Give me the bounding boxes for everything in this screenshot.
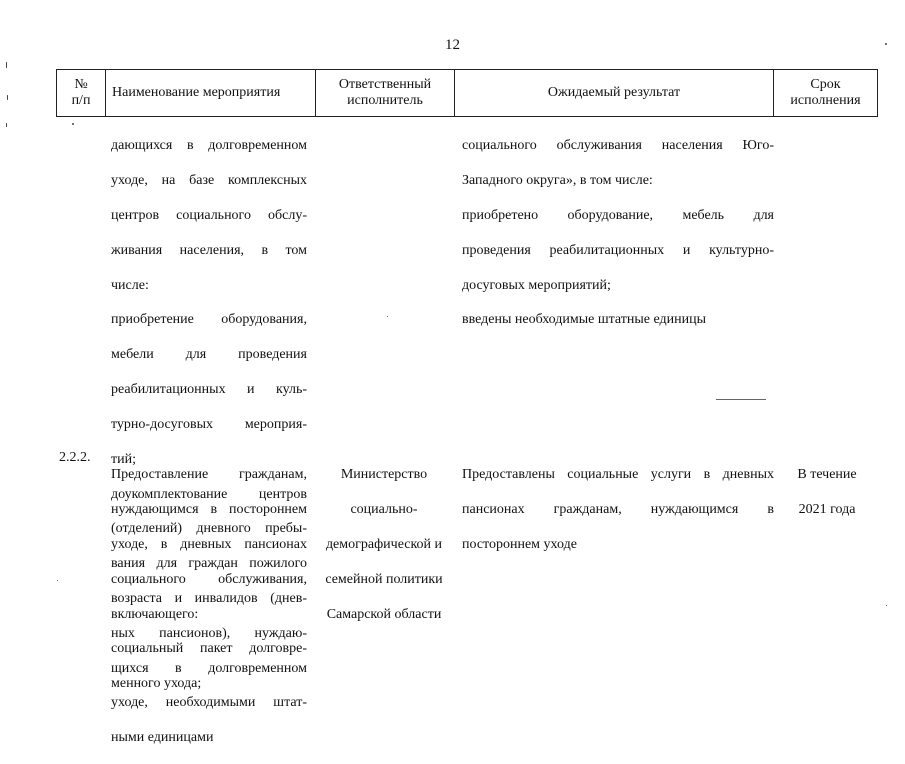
scan-speck xyxy=(72,123,74,125)
text-line: центров социального обслу- xyxy=(111,208,307,224)
text-line: уходе, необходимыми штат- xyxy=(111,695,307,711)
text-line: мебели для проведения xyxy=(111,347,307,363)
row-222-term-cell xyxy=(779,449,875,536)
row-222-responsible-cell xyxy=(316,449,452,640)
text-line: введены необходимые штатные единицы xyxy=(462,312,707,328)
text-line: уходе, в дневных пансионах xyxy=(111,537,307,553)
text-line: В течение xyxy=(797,467,857,483)
text-line: социального обслуживания, xyxy=(111,571,307,587)
text-line: возраста и инвалидов (днев- xyxy=(111,590,307,606)
text-line: пансионах гражданам, нуждающимся в xyxy=(462,502,774,518)
text-line: социального обслуживания населения Юго- xyxy=(462,138,774,154)
text-line: социальный пакет долговре- xyxy=(111,641,307,657)
text-line: Самарской области xyxy=(326,606,442,622)
text-line: щихся в долговременном xyxy=(111,660,307,676)
header-responsible: Ответственный исполнитель xyxy=(316,70,455,116)
row-222-name-cell xyxy=(111,449,307,710)
short-rule xyxy=(716,399,766,400)
text-line: проведения реабилитационных и культурно- xyxy=(462,242,774,258)
continued-result-cell xyxy=(462,120,774,346)
text-line: (отделений) дневного пребы- xyxy=(111,521,307,537)
text-line: Западного округа», в том числе: xyxy=(462,173,653,189)
text-line: 2021 года xyxy=(798,502,856,518)
row-number: 2.2.2. xyxy=(59,450,91,465)
text-line: вания для граждан пожилого xyxy=(111,556,307,572)
text-line: Предоставление гражданам, xyxy=(111,467,307,483)
text-line: турно-досуговых мероприя- xyxy=(111,416,307,432)
text-line: приобретение оборудования, xyxy=(111,312,307,328)
scan-speck xyxy=(7,95,8,100)
scan-speck xyxy=(57,580,58,581)
text-line: Министерство xyxy=(340,467,428,483)
text-line: включающего: xyxy=(111,606,199,622)
text-line: семейной политики xyxy=(325,571,443,587)
row-222-result-cell xyxy=(462,449,774,571)
text-line: доукомплектование центров xyxy=(111,486,307,502)
text-line: числе: xyxy=(111,277,149,293)
table-header xyxy=(56,69,878,117)
scan-speck xyxy=(6,123,7,127)
scan-speck xyxy=(885,43,887,45)
text-line: Предоставлены социальные услуги в дневных xyxy=(462,467,774,483)
text-line: досуговых мероприятий; xyxy=(462,277,611,293)
scan-speck xyxy=(387,316,388,317)
text-line: живания населения, в том xyxy=(111,242,307,258)
header-result: Ожидаемый результат xyxy=(455,70,774,116)
text-line: тий; xyxy=(111,451,136,467)
text-line: социально- xyxy=(350,502,418,518)
text-line: демографической и xyxy=(325,537,443,553)
text-line: уходе, на базе комплексных xyxy=(111,173,307,189)
page-number: 12 xyxy=(445,37,460,53)
text-line: постороннем уходе xyxy=(462,537,577,553)
scan-speck xyxy=(886,605,887,606)
text-line: менного ухода; xyxy=(111,676,202,692)
text-line: ных пансионов), нуждаю- xyxy=(111,625,307,641)
text-line: дающихся в долговременном xyxy=(111,138,307,154)
text-line: ными единицами xyxy=(111,730,214,746)
text-line: нуждающимся в постороннем xyxy=(111,502,307,518)
header-term: Срок исполнения xyxy=(790,77,861,108)
scan-speck xyxy=(6,62,7,68)
header-num: № п/п xyxy=(57,70,106,116)
header-name: Наименование мероприятия xyxy=(106,70,316,116)
text-line: реабилитационных и куль- xyxy=(111,382,307,398)
text-line: приобретено оборудование, мебель для xyxy=(462,208,774,224)
